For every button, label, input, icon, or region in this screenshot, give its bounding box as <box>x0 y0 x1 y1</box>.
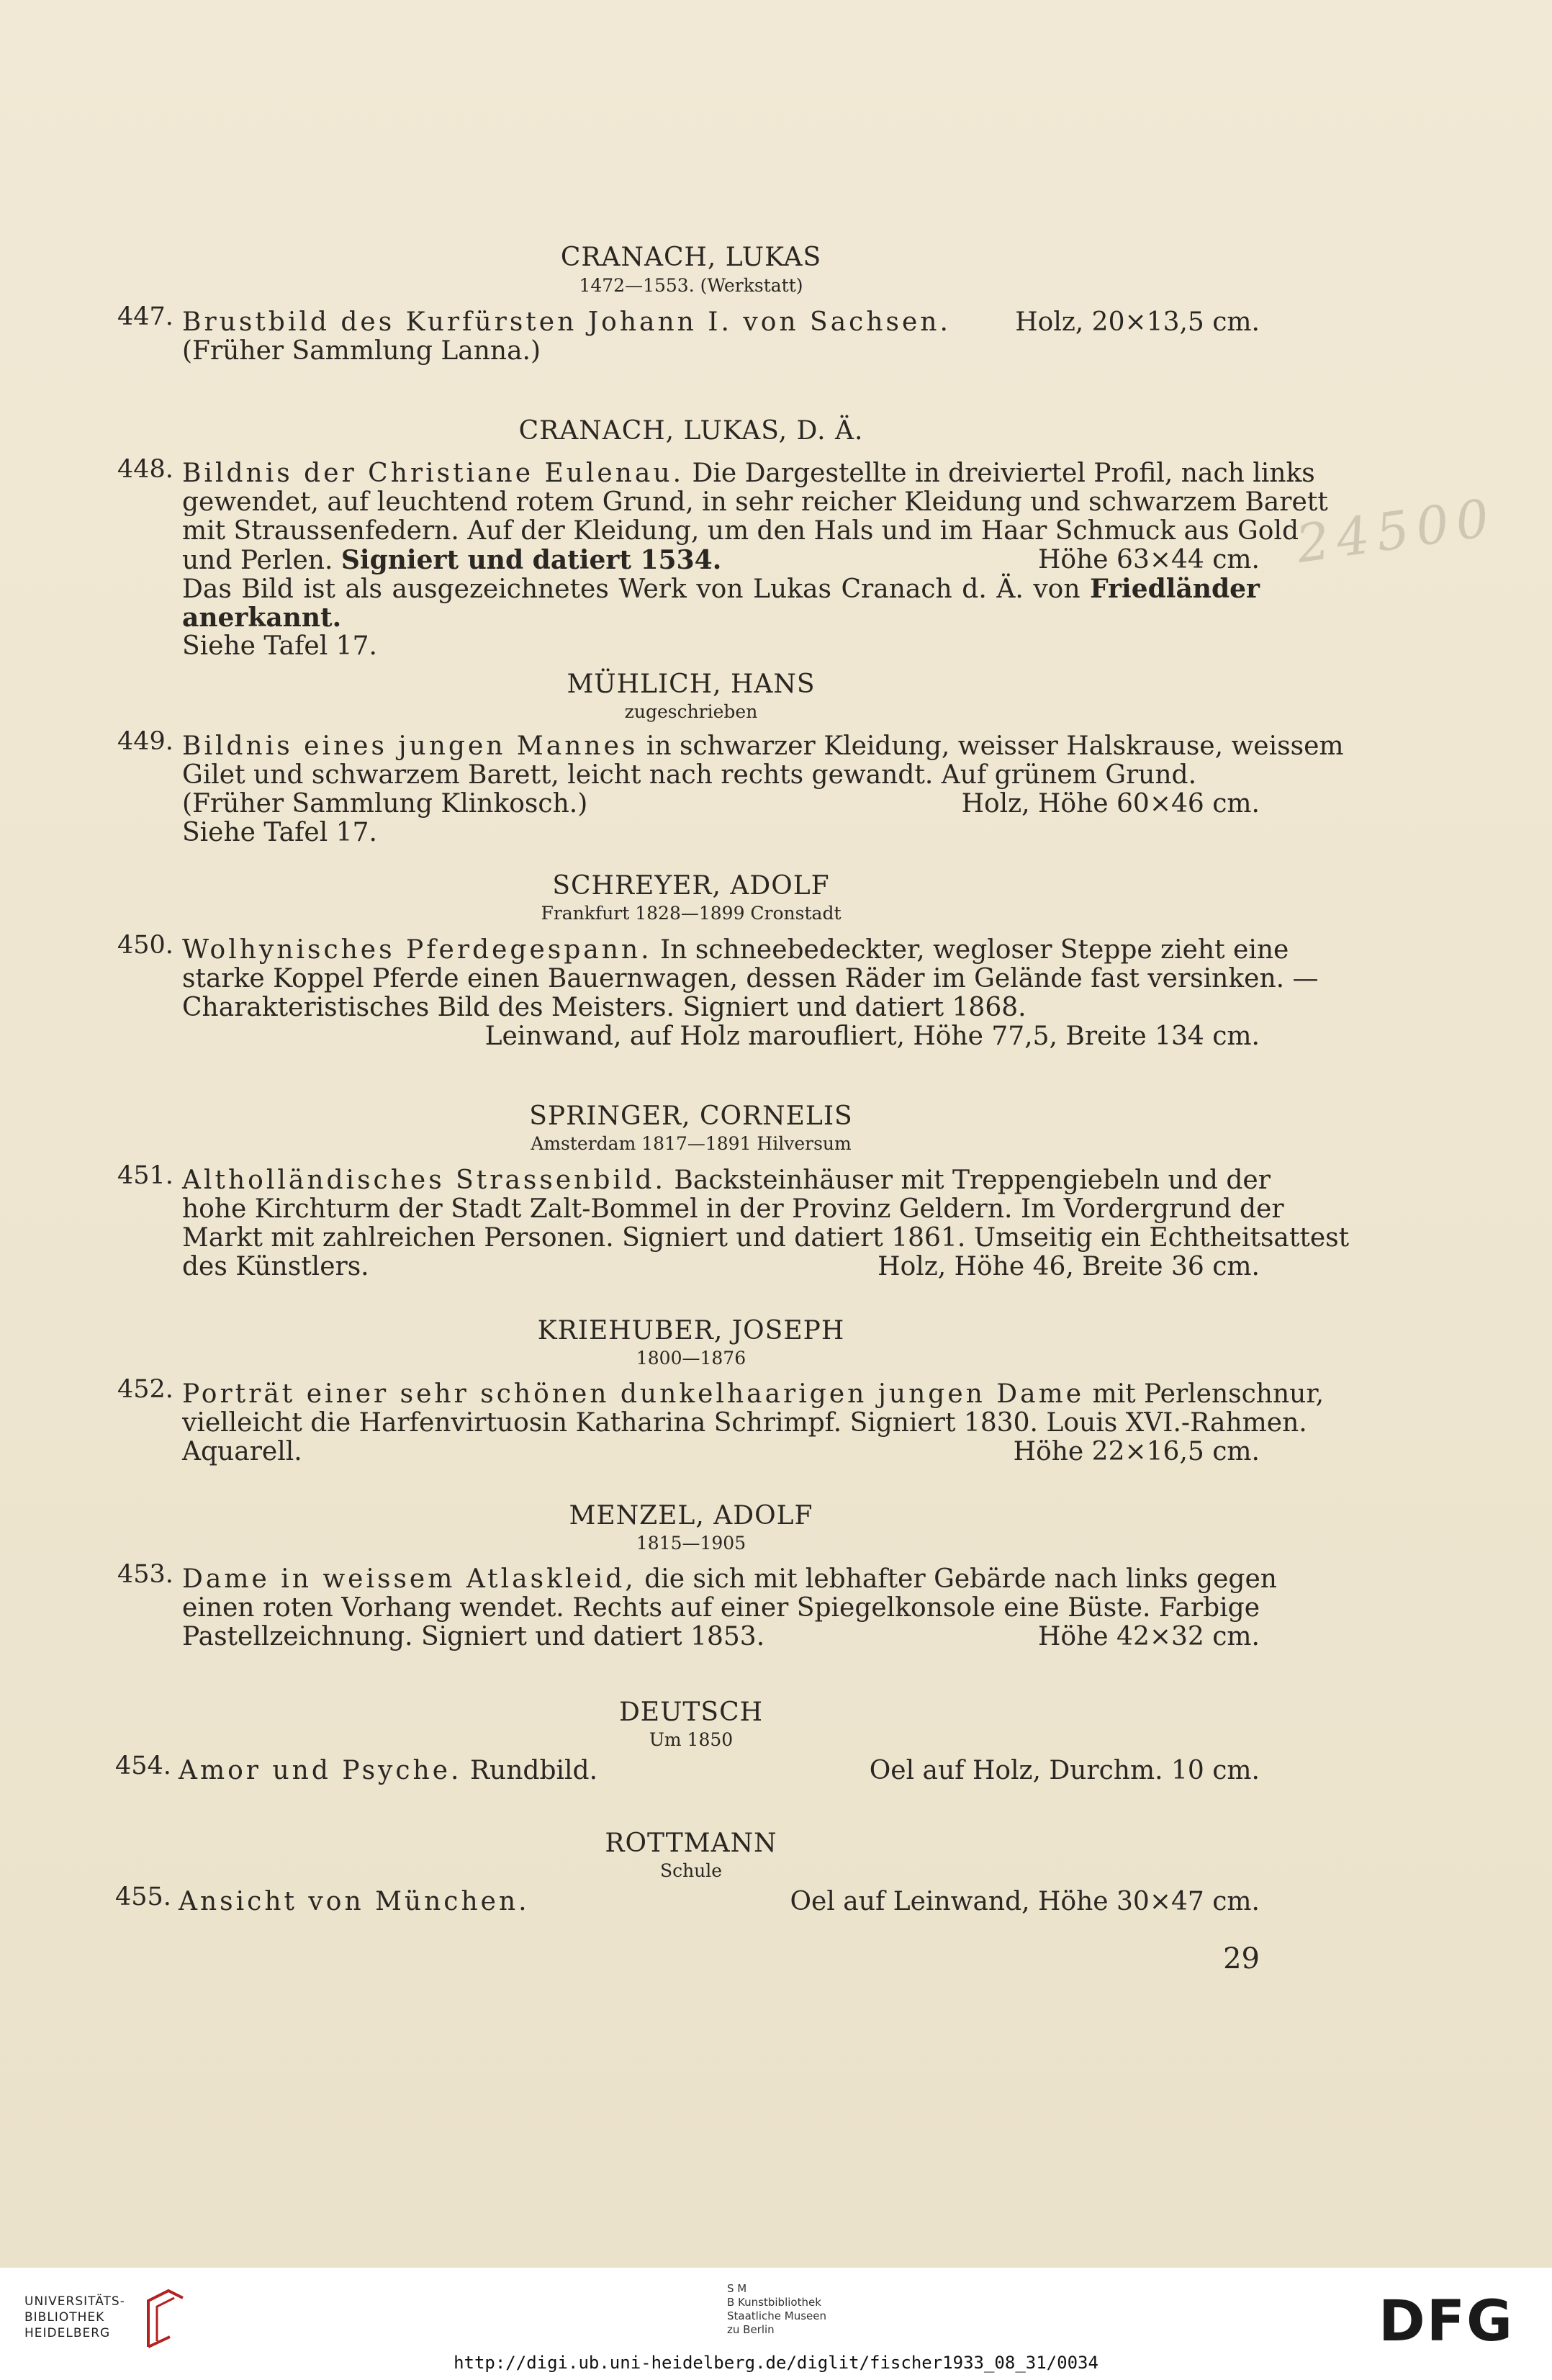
lot-line <box>182 1623 1260 1651</box>
artist-heading: KRIEHUBER, JOSEPH <box>537 1316 845 1345</box>
lot-number: 453. <box>117 1560 173 1589</box>
lot-description: Backsteinhäuser mit Treppengiebeln und der <box>674 1166 1271 1195</box>
lot-description: des Künstlers. <box>182 1252 369 1281</box>
lot-line: Gilet und schwarzem Barett, leicht nach rechts gewandt. Auf grünem Grund. <box>182 760 1197 790</box>
artist-dates: Schule <box>659 1860 723 1881</box>
lot-medium: Oel auf Holz, Durchm. 10 cm. <box>869 1756 1260 1785</box>
artist-dates: Um 1850 <box>649 1729 734 1750</box>
lot-medium: Holz, Höhe 46, Breite 36 cm. <box>877 1252 1260 1281</box>
artist-heading: SCHREYER, ADOLF <box>552 871 830 901</box>
lot-description: Pastellzeichnung. Signiert und datiert 1853. <box>182 1622 765 1651</box>
lot-line <box>182 308 1260 337</box>
lot-description: Die Dargestellte in dreiviertel Profil, nach links <box>692 459 1315 488</box>
lot-medium: Höhe 42×32 cm. <box>1038 1622 1260 1651</box>
plate-reference: Siehe Tafel 17. <box>182 818 377 847</box>
lot-medium: Oel auf Leinwand, Höhe 30×47 cm. <box>790 1887 1260 1916</box>
artist-dates: 1815—1905 <box>636 1533 746 1554</box>
smb-kunstbibliothek-label: S M B Kunstbibliothek Staatliche Museen zu Berlin <box>727 2282 826 2336</box>
lot-description: Rundbild. <box>469 1756 598 1785</box>
lot-medium: Holz, Höhe 60×46 cm. <box>961 789 1260 819</box>
lot-line <box>182 1253 1260 1281</box>
lot-number: 448. <box>117 455 173 484</box>
lot-medium: Leinwand, auf Holz maroufliert, Höhe 77,5, Breite 134 cm. <box>484 1022 1260 1051</box>
lot-line: starke Koppel Pferde einen Bauernwagen, dessen Räder im Gelände fast versinken. — <box>182 964 1319 993</box>
lot-line <box>182 790 1260 819</box>
lot-title: Ansicht von München. <box>179 1887 530 1916</box>
artist-dates: Frankfurt 1828—1899 Cronstadt <box>541 903 842 924</box>
artist-heading: SPRINGER, CORNELIS <box>529 1101 853 1131</box>
lot-description: mit Perlenschnur, <box>1092 1379 1325 1409</box>
lot-description: in schwarzer Kleidung, weisser Halskrause, weissem <box>646 731 1344 761</box>
lot-medium: Höhe 22×16,5 cm. <box>1013 1437 1260 1466</box>
lot-line <box>179 1888 1260 1916</box>
lot-number: 452. <box>117 1375 173 1404</box>
lot-title: Wolhynisches Pferdegespann. <box>182 935 652 965</box>
lot-description: die sich mit lebhafter Gebärde nach links gegen <box>644 1564 1277 1594</box>
lot-line <box>182 731 1344 761</box>
lot-line <box>179 1757 1260 1785</box>
lot-medium: Holz, 20×13,5 cm. <box>1015 307 1260 337</box>
lot-line <box>182 574 1260 604</box>
artist-dates: 1800—1876 <box>636 1348 746 1369</box>
lot-title: Amor und Psyche. <box>179 1756 462 1785</box>
dfg-logo: DFG <box>1379 2289 1515 2354</box>
lot-line <box>182 1564 1277 1594</box>
lot-description: Aquarell. <box>182 1437 302 1466</box>
lot-number: 450. <box>117 931 173 960</box>
lot-title: Altholländisches Strassenbild. <box>182 1166 666 1195</box>
lot-description: Das Bild ist als ausgezeichnetes Werk von Lukas Cranach d. Ä. von <box>182 574 1080 604</box>
lot-line: Charakteristisches Bild des Meisters. Signiert und datiert 1868. <box>182 993 1027 1022</box>
lot-line: einen roten Vorhang wendet. Rechts auf einer Spiegelkonsole eine Büste. Farbige <box>182 1593 1260 1623</box>
lot-description: und Perlen. <box>182 546 333 575</box>
attribution-note: anerkannt. <box>182 603 342 633</box>
lot-line: (Früher Sammlung Lanna.) <box>182 336 541 366</box>
lot-line: gewendet, auf leuchtend rotem Grund, in sehr reicher Kleidung und schwarzem Barett <box>182 487 1328 517</box>
lot-line <box>182 1166 1271 1195</box>
lot-line: mit Straussenfedern. Auf der Kleidung, um den Hals und im Haar Schmuck aus Gold <box>182 516 1299 546</box>
attribution-note: Friedländer <box>1090 574 1260 604</box>
lot-title: Bildnis eines jungen Mannes <box>182 731 639 761</box>
artist-heading: MÜHLICH, HANS <box>567 670 816 699</box>
lot-number: 454. <box>115 1752 171 1780</box>
artist-dates: zugeschrieben <box>624 701 758 722</box>
pencil-annotation: 24500 <box>1292 486 1500 575</box>
lot-line <box>182 935 1289 965</box>
lot-line <box>182 1379 1325 1409</box>
provenance: (Früher Sammlung Klinkosch.) <box>182 789 588 819</box>
lot-line <box>182 546 1260 575</box>
source-url[interactable]: http://digi.ub.uni-heidelberg.de/diglit/fischer1933_08_31/0034 <box>454 2353 1098 2373</box>
artist-dates: 1472—1553. (Werkstatt) <box>579 275 803 296</box>
lot-description: In schneebedeckter, wegloser Steppe zieht eine <box>660 935 1289 965</box>
lot-line <box>182 459 1315 488</box>
artist-heading: DEUTSCH <box>618 1698 764 1727</box>
lot-title: Dame in weissem Atlaskleid, <box>182 1564 636 1594</box>
lot-title: Porträt einer sehr schönen dunkelhaarigen jungen Dame <box>182 1379 1085 1409</box>
lot-line: Markt mit zahlreichen Personen. Signiert und datiert 1861. Umseitig ein Echtheitsattest <box>182 1223 1350 1253</box>
lot-number: 455. <box>115 1883 171 1911</box>
plate-reference: Siehe Tafel 17. <box>182 631 377 661</box>
artist-heading: MENZEL, ADOLF <box>569 1501 813 1531</box>
lot-number: 447. <box>117 302 173 331</box>
signature-note: Signiert und datiert 1534. <box>340 545 722 575</box>
lot-line: hohe Kirchturm der Stadt Zalt-Bommel in der Provinz Geldern. Im Vordergrund der <box>182 1194 1284 1224</box>
artist-heading: ROTTMANN <box>605 1829 777 1858</box>
lot-number: 449. <box>117 727 173 756</box>
artist-heading: CRANACH, LUKAS <box>560 243 822 272</box>
university-logo-icon <box>141 2288 187 2348</box>
artist-dates: Amsterdam 1817—1891 Hilversum <box>531 1133 852 1154</box>
artist-heading: CRANACH, LUKAS, D. Ä. <box>518 416 864 446</box>
lot-title: Bildnis der Christiane Eulenau. <box>182 459 685 488</box>
lot-medium: Höhe 63×44 cm. <box>1038 545 1260 574</box>
university-library-label: UNIVERSITÄTS- BIBLIOTHEK HEIDELBERG <box>24 2294 125 2340</box>
lot-line <box>182 1438 1260 1466</box>
page-number: 29 <box>1223 1942 1260 1975</box>
lot-number: 451. <box>117 1161 173 1190</box>
lot-title: Brustbild des Kurfürsten Johann I. von Sachsen. <box>182 307 951 337</box>
lot-line: vielleicht die Harfenvirtuosin Katharina Schrimpf. Signiert 1830. Louis XVI.-Rahmen. <box>182 1408 1307 1438</box>
